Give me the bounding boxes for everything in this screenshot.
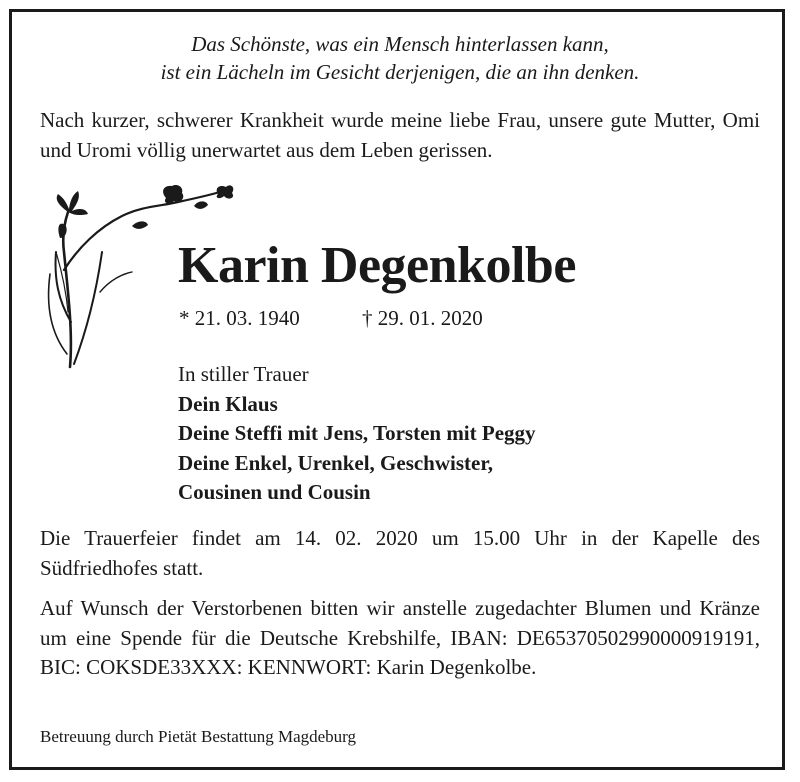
intro-text: Nach kurzer, schwerer Krankheit wurde meine liebe Frau, unsere gute Mutter, Omi und Uromi völlig unerwartet aus dem Leben gerissen. bbox=[40, 108, 760, 162]
life-dates bbox=[179, 305, 483, 331]
motto-line-2: ist ein Lächeln im Gesicht derjenigen, die an ihn denken. bbox=[160, 60, 640, 84]
deceased-name: Karin Degenkolbe bbox=[178, 237, 576, 294]
mourning-heading: In stiller Trauer bbox=[178, 362, 309, 386]
funeral-home-credit: Betreuung durch Pietät Bestattung Magdeburg bbox=[40, 727, 357, 746]
mourner-line: Dein Klaus bbox=[178, 391, 278, 416]
mourners-block bbox=[178, 360, 536, 508]
donation-request: Auf Wunsch der Verstorbenen bitten wir anstelle zugedachter Blumen und Kränze um eine Spende für die Deutsche Krebshilfe, IBAN: DE65370502990000919191, BIC: COKSDE33XXX: KENNWORT: Karin Degenkolbe. bbox=[40, 596, 760, 679]
mourner-line: Deine Steffi mit Jens, Torsten mit Peggy bbox=[178, 421, 536, 445]
birth-date: * 21. 03. 1940 bbox=[179, 306, 300, 330]
death-date: † 29. 01. 2020 bbox=[362, 306, 483, 330]
mourner-line: Deine Enkel, Urenkel, Geschwister, bbox=[178, 450, 493, 475]
funeral-info: Die Trauerfeier findet am 14. 02. 2020 um 15.00 Uhr in der Kapelle des Südfriedhofes statt. bbox=[40, 526, 760, 580]
motto-quote bbox=[20, 30, 780, 86]
motto-line-1: Das Schönste, was ein Mensch hinterlassen kann, bbox=[191, 32, 609, 56]
mourner-line: Cousinen und Cousin bbox=[178, 480, 371, 504]
